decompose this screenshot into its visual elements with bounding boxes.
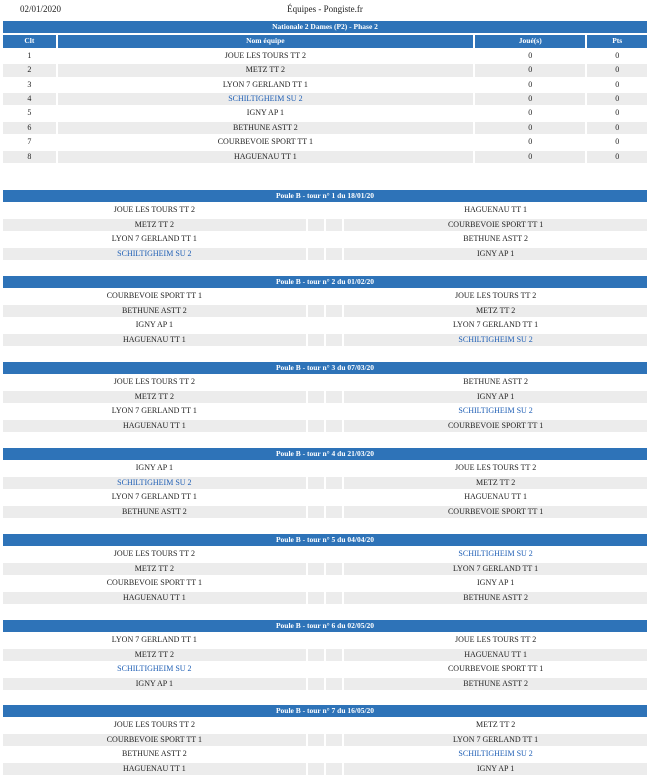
match-score-home xyxy=(308,204,324,216)
match-score-away xyxy=(326,592,342,604)
match-score-home xyxy=(308,592,324,604)
match-score-away xyxy=(326,334,342,346)
match-row xyxy=(3,219,647,231)
standings-points: 0 xyxy=(587,93,647,105)
standings-points: 0 xyxy=(587,64,647,76)
match-away-team[interactable]: COURBEVOIE SPORT TT 1 xyxy=(344,506,647,518)
round-table xyxy=(1,618,649,692)
match-home-team[interactable]: HAGUENAU TT 1 xyxy=(3,763,306,775)
match-row xyxy=(3,477,647,489)
match-row xyxy=(3,334,647,346)
match-score-home xyxy=(308,734,324,746)
match-away-team[interactable]: BETHUNE ASTT 2 xyxy=(344,233,647,245)
match-home-team[interactable]: METZ TT 2 xyxy=(3,391,306,403)
match-away-team[interactable]: IGNY AP 1 xyxy=(344,577,647,589)
round-title: Poule B - tour n° 5 du 04/04/20 xyxy=(3,534,647,546)
match-away-team[interactable]: JOUE LES TOURS TT 2 xyxy=(344,634,647,646)
match-away-team[interactable]: HAGUENAU TT 1 xyxy=(344,649,647,661)
match-score-home xyxy=(308,233,324,245)
standings-title-row xyxy=(3,21,647,33)
match-score-home xyxy=(308,763,324,775)
match-away-team[interactable]: JOUE LES TOURS TT 2 xyxy=(344,290,647,302)
match-row xyxy=(3,506,647,518)
match-score-away xyxy=(326,734,342,746)
standings-header-row xyxy=(3,35,647,47)
standings-team[interactable]: HAGUENAU TT 1 xyxy=(58,151,473,163)
match-away-team[interactable]: SCHILTIGHEIM SU 2 xyxy=(344,405,647,417)
match-score-away xyxy=(326,219,342,231)
page-title: Équipes - Pongiste.fr xyxy=(287,4,363,14)
standings-team[interactable]: JOUE LES TOURS TT 2 xyxy=(58,50,473,62)
standings-rank: 7 xyxy=(3,136,56,148)
standings-team[interactable]: IGNY AP 1 xyxy=(58,107,473,119)
match-home-team[interactable]: BETHUNE ASTT 2 xyxy=(3,305,306,317)
match-home-team[interactable]: HAGUENAU TT 1 xyxy=(3,420,306,432)
match-away-team[interactable]: BETHUNE ASTT 2 xyxy=(344,592,647,604)
match-row xyxy=(3,577,647,589)
match-score-away xyxy=(326,420,342,432)
standings-played: 0 xyxy=(475,93,585,105)
match-row xyxy=(3,763,647,775)
match-score-home xyxy=(308,319,324,331)
match-score-home xyxy=(308,405,324,417)
standings-rank: 1 xyxy=(3,50,56,62)
match-score-away xyxy=(326,491,342,503)
standings-row xyxy=(3,151,647,163)
round-title: Poule B - tour n° 4 du 21/03/20 xyxy=(3,448,647,460)
match-score-away xyxy=(326,748,342,760)
match-away-team[interactable]: COURBEVOIE SPORT TT 1 xyxy=(344,420,647,432)
match-score-away xyxy=(326,290,342,302)
round-title-row xyxy=(3,620,647,632)
match-away-team[interactable]: HAGUENAU TT 1 xyxy=(344,491,647,503)
standings-rank: 4 xyxy=(3,93,56,105)
match-score-home xyxy=(308,477,324,489)
round-title: Poule B - tour n° 7 du 16/05/20 xyxy=(3,705,647,717)
match-score-away xyxy=(326,663,342,675)
standings-team[interactable]: BETHUNE ASTT 2 xyxy=(58,122,473,134)
standings-team[interactable]: SCHILTIGHEIM SU 2 xyxy=(58,93,473,105)
standings-rank: 3 xyxy=(3,79,56,91)
standings-played: 0 xyxy=(475,64,585,76)
round-title: Poule B - tour n° 1 du 18/01/20 xyxy=(3,190,647,202)
match-score-away xyxy=(326,477,342,489)
round-title-row xyxy=(3,190,647,202)
match-score-home xyxy=(308,649,324,661)
match-score-home xyxy=(308,219,324,231)
match-score-away xyxy=(326,719,342,731)
match-row xyxy=(3,548,647,560)
round-title-row xyxy=(3,448,647,460)
round-title-row xyxy=(3,534,647,546)
match-score-away xyxy=(326,204,342,216)
col-header-rank: Clt xyxy=(3,35,56,47)
standings-rank: 8 xyxy=(3,151,56,163)
match-row xyxy=(3,420,647,432)
match-home-team[interactable]: JOUE LES TOURS TT 2 xyxy=(3,376,306,388)
match-home-team[interactable]: COURBEVOIE SPORT TT 1 xyxy=(3,577,306,589)
standings-table xyxy=(1,19,649,165)
match-row xyxy=(3,491,647,503)
standings-team[interactable]: COURBEVOIE SPORT TT 1 xyxy=(58,136,473,148)
match-score-away xyxy=(326,305,342,317)
match-home-team[interactable]: BETHUNE ASTT 2 xyxy=(3,748,306,760)
match-row xyxy=(3,734,647,746)
match-score-away xyxy=(326,678,342,690)
match-home-team[interactable]: SCHILTIGHEIM SU 2 xyxy=(3,663,306,675)
match-score-home xyxy=(308,577,324,589)
match-row xyxy=(3,748,647,760)
match-row xyxy=(3,462,647,474)
round-title: Poule B - tour n° 3 du 07/03/20 xyxy=(3,362,647,374)
match-home-team[interactable]: LYON 7 GERLAND TT 1 xyxy=(3,491,306,503)
match-home-team[interactable]: SCHILTIGHEIM SU 2 xyxy=(3,477,306,489)
match-score-away xyxy=(326,577,342,589)
match-away-team[interactable]: SCHILTIGHEIM SU 2 xyxy=(344,548,647,560)
match-score-away xyxy=(326,248,342,260)
match-score-home xyxy=(308,678,324,690)
standings-points: 0 xyxy=(587,136,647,148)
page-date: 02/01/2020 xyxy=(20,4,62,14)
match-home-team[interactable]: LYON 7 GERLAND TT 1 xyxy=(3,634,306,646)
round-table xyxy=(1,446,649,520)
match-score-home xyxy=(308,462,324,474)
match-away-team[interactable]: JOUE LES TOURS TT 2 xyxy=(344,462,647,474)
match-away-team[interactable]: HAGUENAU TT 1 xyxy=(344,204,647,216)
match-home-team[interactable]: IGNY AP 1 xyxy=(3,678,306,690)
match-away-team[interactable]: LYON 7 GERLAND TT 1 xyxy=(344,319,647,331)
match-score-home xyxy=(308,334,324,346)
round-table xyxy=(1,274,649,348)
match-row xyxy=(3,248,647,260)
standings-row xyxy=(3,107,647,119)
match-row xyxy=(3,319,647,331)
standings-rank: 6 xyxy=(3,122,56,134)
match-score-away xyxy=(326,376,342,388)
match-home-team[interactable]: HAGUENAU TT 1 xyxy=(3,592,306,604)
match-home-team[interactable]: COURBEVOIE SPORT TT 1 xyxy=(3,734,306,746)
match-score-home xyxy=(308,491,324,503)
standings-team[interactable]: METZ TT 2 xyxy=(58,64,473,76)
match-row xyxy=(3,290,647,302)
round-table xyxy=(1,360,649,434)
standings-row xyxy=(3,79,647,91)
match-away-team[interactable]: SCHILTIGHEIM SU 2 xyxy=(344,748,647,760)
match-row xyxy=(3,405,647,417)
standings-points: 0 xyxy=(587,122,647,134)
match-score-home xyxy=(308,506,324,518)
standings-points: 0 xyxy=(587,107,647,119)
match-row xyxy=(3,305,647,317)
standings-points: 0 xyxy=(587,50,647,62)
match-home-team[interactable]: IGNY AP 1 xyxy=(3,462,306,474)
round-table xyxy=(1,703,649,777)
match-score-away xyxy=(326,506,342,518)
round-title: Poule B - tour n° 6 du 02/05/20 xyxy=(3,620,647,632)
match-score-home xyxy=(308,290,324,302)
match-row xyxy=(3,376,647,388)
match-score-home xyxy=(308,748,324,760)
col-header-points: Pts xyxy=(587,35,647,47)
standings-row xyxy=(3,122,647,134)
standings-row xyxy=(3,93,647,105)
match-score-home xyxy=(308,376,324,388)
round-title-row xyxy=(3,705,647,717)
standings-played: 0 xyxy=(475,79,585,91)
standings-played: 0 xyxy=(475,136,585,148)
standings-rank: 5 xyxy=(3,107,56,119)
match-score-away xyxy=(326,233,342,245)
match-home-team[interactable]: JOUE LES TOURS TT 2 xyxy=(3,548,306,560)
match-score-home xyxy=(308,663,324,675)
standings-played: 0 xyxy=(475,122,585,134)
match-score-away xyxy=(326,462,342,474)
match-row xyxy=(3,634,647,646)
match-score-away xyxy=(326,405,342,417)
match-away-team[interactable]: METZ TT 2 xyxy=(344,305,647,317)
round-table xyxy=(1,532,649,606)
match-score-away xyxy=(326,649,342,661)
match-home-team[interactable]: LYON 7 GERLAND TT 1 xyxy=(3,405,306,417)
match-score-away xyxy=(326,548,342,560)
match-home-team[interactable]: COURBEVOIE SPORT TT 1 xyxy=(3,290,306,302)
match-home-team[interactable]: METZ TT 2 xyxy=(3,649,306,661)
round-title: Poule B - tour n° 2 du 01/02/20 xyxy=(3,276,647,288)
match-row xyxy=(3,204,647,216)
standings-points: 0 xyxy=(587,151,647,163)
match-score-home xyxy=(308,548,324,560)
match-score-away xyxy=(326,634,342,646)
match-home-team[interactable]: SCHILTIGHEIM SU 2 xyxy=(3,248,306,260)
match-score-away xyxy=(326,319,342,331)
page-header xyxy=(0,4,650,18)
match-score-away xyxy=(326,563,342,575)
standings-team[interactable]: LYON 7 GERLAND TT 1 xyxy=(58,79,473,91)
match-home-team[interactable]: IGNY AP 1 xyxy=(3,319,306,331)
match-score-home xyxy=(308,634,324,646)
standings-points: 0 xyxy=(587,79,647,91)
standings-rank: 2 xyxy=(3,64,56,76)
match-row xyxy=(3,233,647,245)
match-row xyxy=(3,678,647,690)
standings-played: 0 xyxy=(475,151,585,163)
match-away-team[interactable]: COURBEVOIE SPORT TT 1 xyxy=(344,219,647,231)
match-score-home xyxy=(308,563,324,575)
match-home-team[interactable]: LYON 7 GERLAND TT 1 xyxy=(3,233,306,245)
match-score-home xyxy=(308,420,324,432)
match-row xyxy=(3,719,647,731)
match-away-team[interactable]: IGNY AP 1 xyxy=(344,391,647,403)
match-away-team[interactable]: IGNY AP 1 xyxy=(344,248,647,260)
round-table xyxy=(1,188,649,262)
match-away-team[interactable]: METZ TT 2 xyxy=(344,477,647,489)
round-title-row xyxy=(3,276,647,288)
match-score-home xyxy=(308,248,324,260)
standings-body xyxy=(3,50,647,163)
standings-row xyxy=(3,64,647,76)
match-home-team[interactable]: BETHUNE ASTT 2 xyxy=(3,506,306,518)
standings-played: 0 xyxy=(475,50,585,62)
col-header-team: Nom équipe xyxy=(58,35,473,47)
round-title-row xyxy=(3,362,647,374)
match-away-team[interactable]: BETHUNE ASTT 2 xyxy=(344,376,647,388)
match-score-home xyxy=(308,305,324,317)
col-header-played: Joué(s) xyxy=(475,35,585,47)
match-home-team[interactable]: HAGUENAU TT 1 xyxy=(3,334,306,346)
match-row xyxy=(3,391,647,403)
match-row xyxy=(3,592,647,604)
match-score-home xyxy=(308,719,324,731)
match-away-team[interactable]: LYON 7 GERLAND TT 1 xyxy=(344,734,647,746)
match-home-team[interactable]: METZ TT 2 xyxy=(3,563,306,575)
match-away-team[interactable]: COURBEVOIE SPORT TT 1 xyxy=(344,663,647,675)
match-score-away xyxy=(326,391,342,403)
match-away-team[interactable]: IGNY AP 1 xyxy=(344,763,647,775)
match-away-team[interactable]: BETHUNE ASTT 2 xyxy=(344,678,647,690)
match-home-team[interactable]: JOUE LES TOURS TT 2 xyxy=(3,719,306,731)
match-row xyxy=(3,563,647,575)
match-away-team[interactable]: SCHILTIGHEIM SU 2 xyxy=(344,334,647,346)
match-score-home xyxy=(308,391,324,403)
match-row xyxy=(3,649,647,661)
match-away-team[interactable]: LYON 7 GERLAND TT 1 xyxy=(344,563,647,575)
standings-played: 0 xyxy=(475,107,585,119)
standings-row xyxy=(3,136,647,148)
match-home-team[interactable]: JOUE LES TOURS TT 2 xyxy=(3,204,306,216)
match-score-away xyxy=(326,763,342,775)
match-away-team[interactable]: METZ TT 2 xyxy=(344,719,647,731)
standings-title: Nationale 2 Dames (P2) - Phase 2 xyxy=(3,21,647,33)
match-row xyxy=(3,663,647,675)
standings-row xyxy=(3,50,647,62)
match-home-team[interactable]: METZ TT 2 xyxy=(3,219,306,231)
